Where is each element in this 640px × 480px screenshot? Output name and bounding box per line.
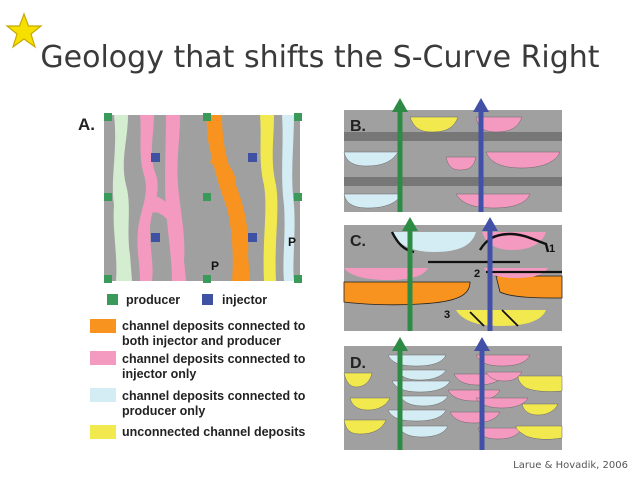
legend-swatch-yellow — [90, 425, 116, 439]
legend-item-pink: channel deposits connected to injector only — [122, 352, 306, 381]
well-label-p-right: P — [288, 235, 297, 249]
panel-a-label: A. — [78, 115, 95, 134]
panel-b — [344, 110, 562, 212]
legend-producer-label: producer — [126, 293, 181, 307]
panel-a — [78, 113, 302, 283]
legend-item-lightblue: channel deposits connected to producer only — [122, 389, 306, 418]
panel-c-number-1: 1 — [549, 243, 556, 255]
panel-c — [344, 225, 562, 331]
panel-c-number-2: 2 — [474, 268, 481, 280]
panel-b-label: B. — [350, 118, 366, 135]
citation: Larue & Hovadik, 2006 — [513, 460, 628, 471]
panel-c-label: C. — [350, 233, 366, 250]
panel-d-label: D. — [350, 355, 366, 372]
legend-swatch-lightblue — [90, 388, 116, 402]
legend-item-orange: channel deposits connected to both injector and producer — [122, 319, 306, 348]
injector-swatch — [202, 294, 213, 305]
legend-item-yellow: unconnected channel deposits — [122, 425, 306, 439]
legend-swatch-orange — [90, 319, 116, 333]
producer-swatch — [107, 294, 118, 305]
legend-injector-label: injector — [222, 293, 268, 307]
panel-d — [344, 346, 562, 450]
well-label-p-center: P — [211, 259, 220, 273]
legend-swatch-pink — [90, 351, 116, 365]
panel-c-number-3: 3 — [444, 309, 451, 321]
slide-title: Geology that shifts the S-Curve Right — [40, 40, 600, 75]
